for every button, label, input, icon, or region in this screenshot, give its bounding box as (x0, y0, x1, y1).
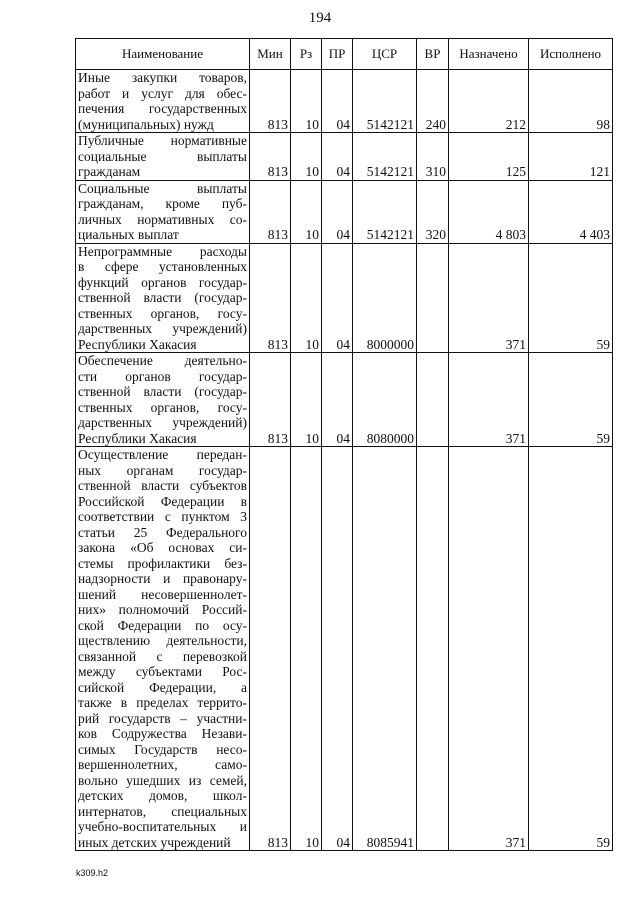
row-name-line: Обеспечение деятельно- (78, 353, 247, 368)
header-vr: ВР (417, 39, 449, 70)
footer-code: k309.h2 (76, 868, 109, 878)
row-name-line: рий государств – участни- (78, 710, 247, 726)
page-number: 194 (308, 10, 332, 26)
row-name-line: дарственных учреждений) (78, 321, 247, 336)
table-row (76, 447, 613, 851)
row-name-line: ственных органов, госу- (78, 399, 247, 415)
row-name-cell (76, 133, 250, 181)
cell-vr: 310 (417, 133, 449, 181)
row-name-line: в сфере установленных (78, 259, 247, 274)
cell-assigned: 4 803 (449, 180, 529, 243)
row-name-line: функций органов государ- (78, 274, 247, 290)
row-name-line: также в пределах террито- (78, 695, 247, 710)
cell-min: 813 (250, 243, 291, 353)
row-name-line: ственной власти субъектов (78, 478, 247, 493)
cell-vr: 240 (417, 70, 449, 133)
cell-rz: 10 (291, 133, 322, 181)
header-assigned: Назначено (449, 39, 529, 70)
row-name-line: детских домов, школ- (78, 788, 247, 803)
cell-min: 813 (250, 180, 291, 243)
row-name-line: ществлению деятельности, (78, 633, 247, 648)
row-name-line: закона «Об основах си- (78, 540, 247, 555)
cell-vr (417, 243, 449, 353)
row-name-line: статьи 25 Федерального (78, 524, 247, 540)
cell-assigned: 212 (449, 70, 529, 133)
budget-table (75, 38, 613, 851)
row-name-line: надзорности и правонару- (78, 571, 247, 586)
cell-vr (417, 447, 449, 851)
cell-min: 813 (250, 353, 291, 447)
cell-rz: 10 (291, 70, 322, 133)
cell-pr: 04 (322, 353, 353, 447)
header-min: Мин (250, 39, 291, 70)
row-name-line: гражданам, кроме пуб- (78, 196, 247, 211)
table-body (76, 70, 613, 851)
row-name-line: соответствии с пунктом 3 (78, 509, 247, 524)
cell-pr: 04 (322, 180, 353, 243)
row-name-cell (76, 70, 250, 133)
row-name-cell (76, 447, 250, 851)
row-name-line: циальных выплат (78, 227, 179, 242)
cell-pr: 04 (322, 243, 353, 353)
cell-executed: 59 (529, 447, 613, 851)
cell-assigned: 371 (449, 353, 529, 447)
row-name-line: сти органов государ- (78, 368, 247, 384)
row-name-line: связанной с перевозкой (78, 648, 247, 664)
row-name-line: вольно ушедших из семей, (78, 772, 247, 788)
cell-rz: 10 (291, 243, 322, 353)
row-name-line: гражданам (78, 164, 141, 179)
cell-pr: 04 (322, 447, 353, 851)
cell-csr: 5142121 (353, 133, 417, 181)
cell-rz: 10 (291, 353, 322, 447)
cell-executed: 98 (529, 70, 613, 133)
header-row (76, 39, 613, 70)
cell-executed: 59 (529, 243, 613, 353)
row-name-line: шений несовершеннолет- (78, 586, 247, 602)
cell-pr: 04 (322, 70, 353, 133)
header-pr: ПР (322, 39, 353, 70)
table-row (76, 133, 613, 181)
cell-vr (417, 353, 449, 447)
row-name-line: Социальные выплаты (78, 180, 247, 196)
row-name-line: Республики Хакасия (78, 336, 197, 352)
cell-executed: 121 (529, 133, 613, 181)
row-name-line: них» полномочий Россий- (78, 602, 247, 617)
row-name-cell (76, 353, 250, 447)
cell-csr: 8085941 (353, 447, 417, 851)
row-name-line: ственных органов, госу- (78, 305, 247, 321)
row-name-line: Российской Федерации в (78, 493, 247, 509)
row-name-line: ков Содружества Незави- (78, 726, 247, 741)
row-name-line: Публичные нормативные (78, 133, 247, 148)
table-row (76, 180, 613, 243)
cell-assigned: 371 (449, 243, 529, 353)
row-name-line: ственной власти (государ- (78, 384, 247, 399)
cell-assigned: 371 (449, 447, 529, 851)
table-row (76, 243, 613, 353)
row-name-line: ственной власти (государ- (78, 290, 247, 305)
cell-csr: 5142121 (353, 180, 417, 243)
row-name-line: ных органам государ- (78, 462, 247, 478)
row-name-line: личных нормативных со- (78, 211, 247, 227)
row-name-line: учебно-воспитательных и (78, 819, 247, 834)
cell-pr: 04 (322, 133, 353, 181)
row-name-line: Осуществление передан- (78, 447, 247, 462)
row-name-line: Республики Хакасия (78, 430, 197, 446)
header-name: Наименование (76, 39, 250, 70)
header-executed: Исполнено (529, 39, 613, 70)
header-csr: ЦСР (353, 39, 417, 70)
row-name-line: ской Федерации по осу- (78, 617, 247, 633)
cell-vr: 320 (417, 180, 449, 243)
cell-min: 813 (250, 70, 291, 133)
row-name-line: работ и услуг для обес- (78, 85, 247, 101)
cell-csr: 5142121 (353, 70, 417, 133)
table-row (76, 353, 613, 447)
row-name-cell (76, 243, 250, 353)
row-name-line: сийской Федерации, а (78, 679, 247, 695)
cell-min: 813 (250, 133, 291, 181)
row-name-line: вершеннолетних, само- (78, 757, 247, 772)
row-name-line: стемы профилактики без- (78, 555, 247, 571)
cell-min: 813 (250, 447, 291, 851)
row-name-line: (муниципальных) нужд (78, 116, 214, 132)
row-name-line: интернатов, специальных (78, 803, 247, 819)
cell-rz: 10 (291, 447, 322, 851)
header-rz: Рз (291, 39, 322, 70)
row-name-cell (76, 180, 250, 243)
row-name-line: печения государственных (78, 101, 247, 116)
cell-executed: 4 403 (529, 180, 613, 243)
row-name-line: социальные выплаты (78, 148, 247, 164)
table-row (76, 70, 613, 133)
cell-rz: 10 (291, 180, 322, 243)
row-name-line: иных детских учреждений (78, 834, 231, 850)
row-name-line: дарственных учреждений) (78, 415, 247, 430)
row-name-line: симых Государств несо- (78, 741, 247, 757)
cell-csr: 8080000 (353, 353, 417, 447)
cell-executed: 59 (529, 353, 613, 447)
cell-assigned: 125 (449, 133, 529, 181)
row-name-line: Иные закупки товаров, (78, 70, 247, 85)
cell-csr: 8000000 (353, 243, 417, 353)
row-name-line: между субъектами Рос- (78, 664, 247, 679)
row-name-line: Непрограммные расходы (78, 243, 247, 259)
